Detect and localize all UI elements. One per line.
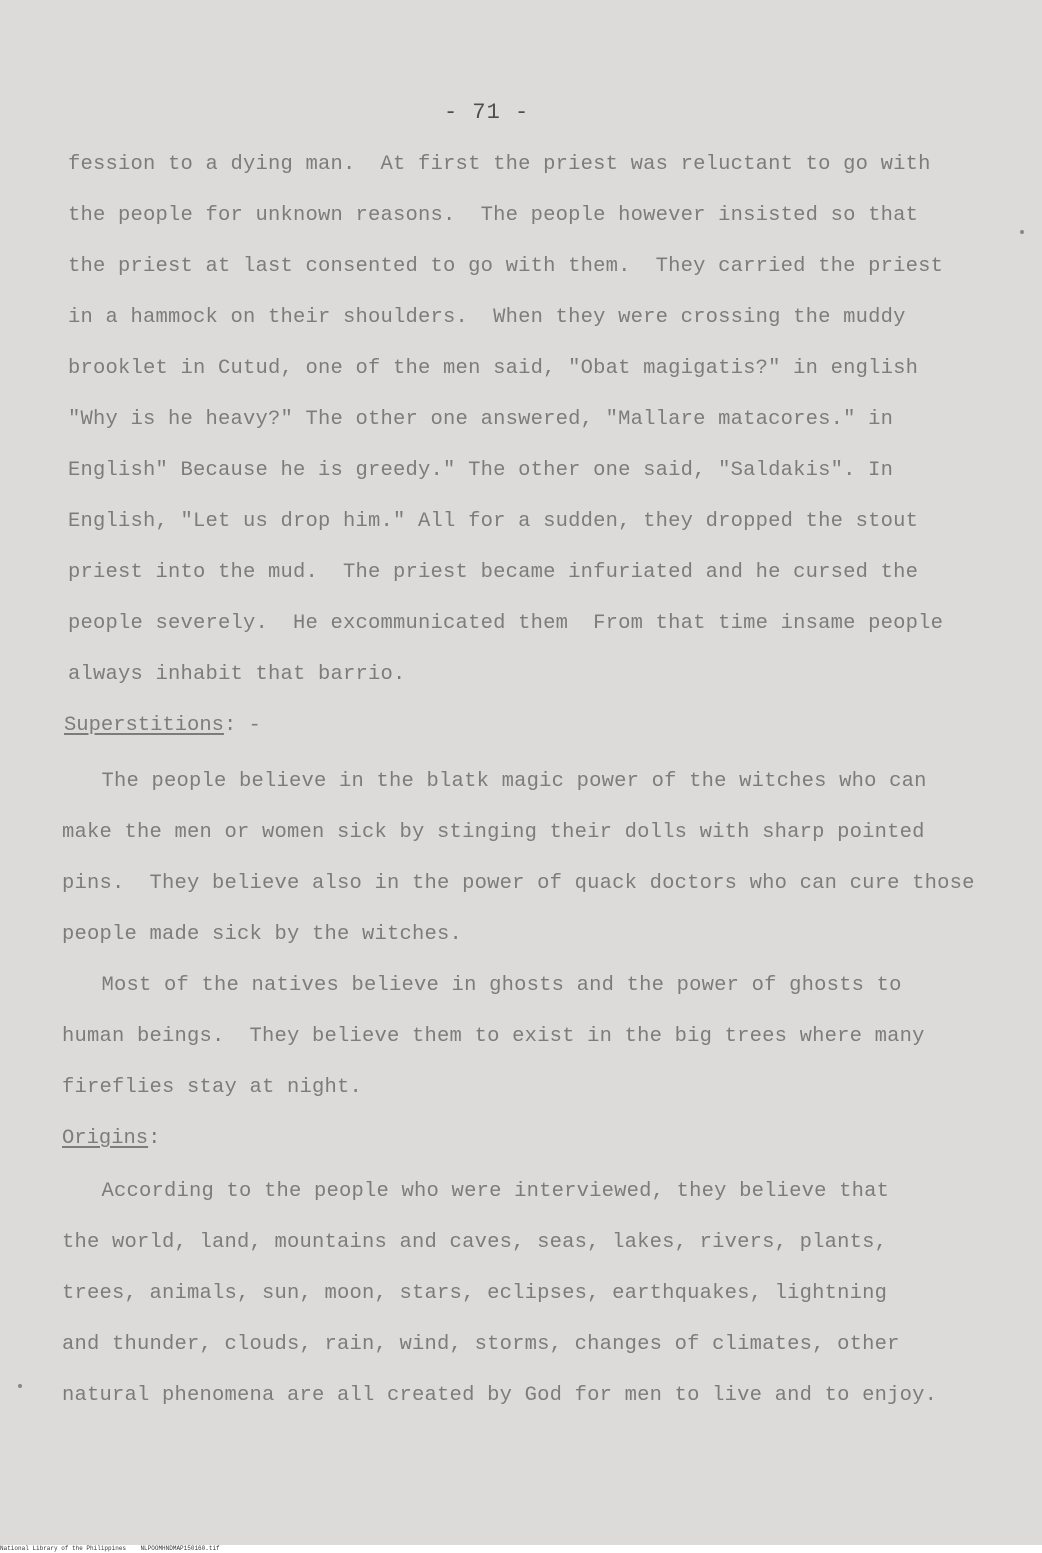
text-line: in a hammock on their shoulders. When they were crossing the muddy [68,306,906,329]
text-line: According to the people who were interviewed, they believe that [64,1180,890,1203]
heading-suffix: : - [223,714,261,737]
text-line: fession to a dying man. At first the priest was reluctant to go with [68,153,931,176]
text-line: English" Because he is greedy." The other one said, "Saldakis". In [68,459,894,482]
text-line: always inhabit that barrio. [68,663,406,686]
text-line: fireflies stay at night. [62,1076,363,1099]
text-line: English, "Let us drop him." All for a sudden, they dropped the stout [68,510,919,533]
paper-speck [1020,230,1024,234]
text-line: people severely. He excommunicated them From that time insame people [68,612,944,635]
footer-filename: NLPOOMHNDMAP150160.tif [140,1545,220,1552]
page-number: - 71 - [444,100,530,125]
text-line: the priest at last consented to go with them. They carried the priest [68,255,944,278]
text-line: make the men or women sick by stinging their dolls with sharp pointed [62,821,925,844]
heading-text: Origins [62,1127,149,1150]
section-heading-origins [62,1127,160,1150]
text-line: priest into the mud. The priest became infuriated and he cursed the [68,561,919,584]
text-line: human beings. They believe them to exist in the big trees where many [62,1025,925,1048]
paper-speck [18,1384,22,1388]
text-line: Most of the natives believe in ghosts and the power of ghosts to [64,974,902,997]
text-line: pins. They believe also in the power of quack doctors who can cure those [62,872,975,895]
text-line: the people for unknown reasons. The people however insisted so that [68,204,919,227]
text-line: the world, land, mountains and caves, seas, lakes, rivers, plants, [62,1231,888,1254]
text-line: brooklet in Cutud, one of the men said, "Obat magigatis?" in english [68,357,919,380]
text-line: The people believe in the blatk magic power of the witches who can [64,770,927,793]
text-line: natural phenomena are all created by God for men to live and to enjoy. [62,1384,938,1407]
footer-institution: National Library of the Philippines [0,1545,127,1552]
heading-text: Superstitions [64,714,224,737]
text-line: and thunder, clouds, rain, wind, storms, changes of climates, other [62,1333,900,1356]
scan-footer [0,1545,1042,1553]
text-line: trees, animals, sun, moon, stars, eclipses, earthquakes, lightning [62,1282,888,1305]
text-line: people made sick by the witches. [62,923,463,946]
text-line: "Why is he heavy?" The other one answered, "Mallare matacores." in [68,408,894,431]
heading-suffix: : [148,1127,161,1150]
section-heading-superstitions [64,714,261,737]
